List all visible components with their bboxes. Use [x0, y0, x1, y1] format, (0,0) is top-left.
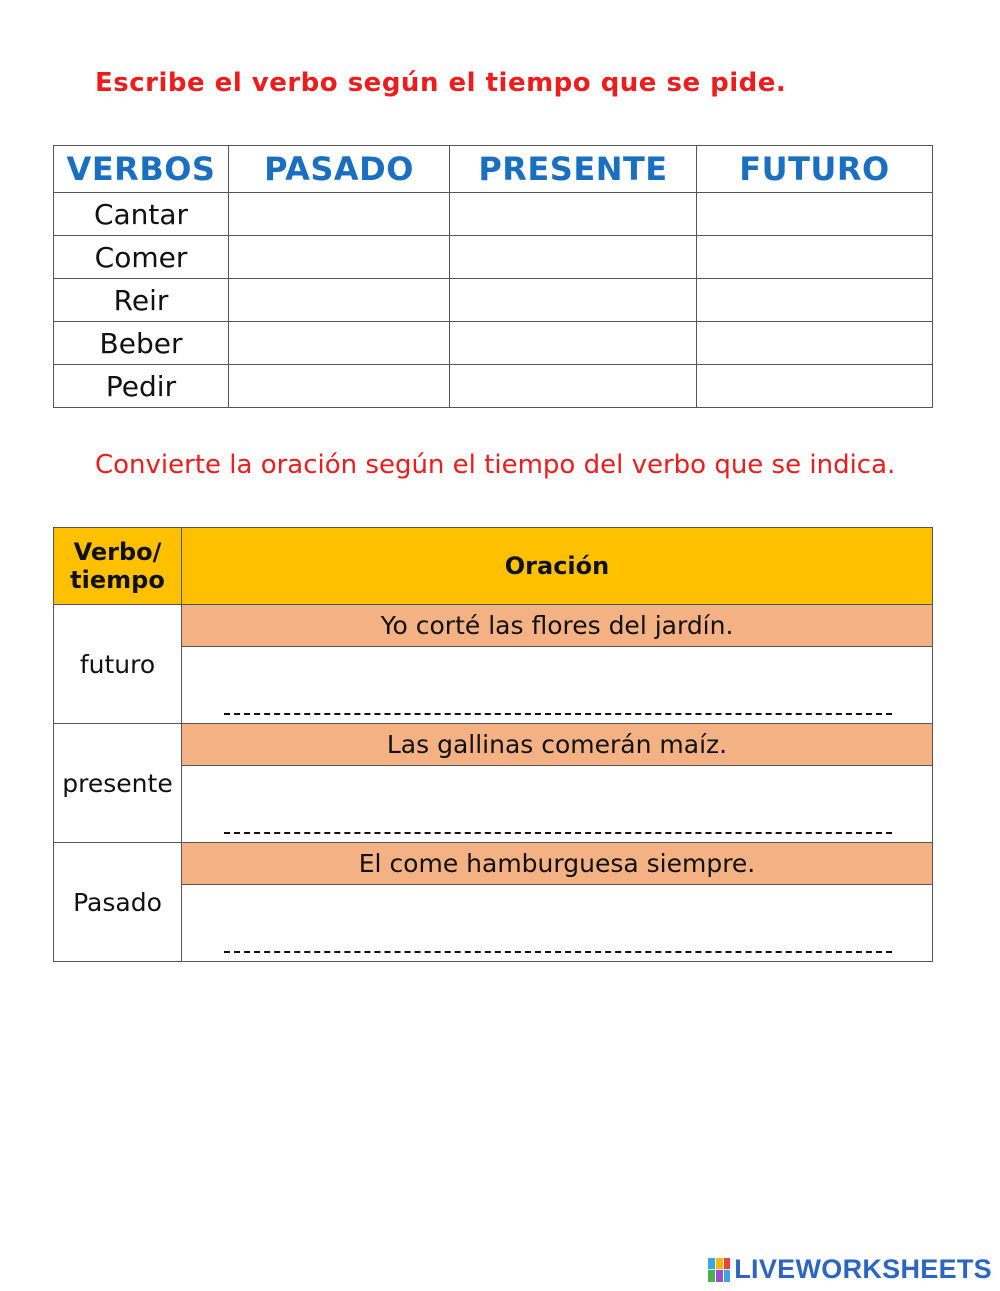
pasado-cell [229, 193, 450, 236]
pasado-cell [229, 365, 450, 408]
header-oracion: Oración [182, 528, 933, 605]
presente-input[interactable] [450, 279, 696, 321]
futuro-cell [697, 322, 933, 365]
table-header-row [54, 528, 933, 605]
answer-cell [182, 885, 933, 962]
pasado-input[interactable] [229, 365, 449, 407]
pasado-input[interactable] [229, 193, 449, 235]
instruction-convert-sentence: Convierte la oración según el tiempo del verbo que se indica. [95, 450, 896, 480]
pasado-cell [229, 322, 450, 365]
presente-input[interactable] [450, 193, 696, 235]
futuro-cell [697, 279, 933, 322]
sentence-cell: El come hamburguesa siempre. [182, 843, 933, 885]
answer-line [224, 832, 892, 834]
table-row [54, 365, 933, 408]
instruction-verb-tense: Escribe el verbo según el tiempo que se pide. [95, 68, 787, 98]
presente-input[interactable] [450, 322, 696, 364]
header-pasado: PASADO [229, 146, 450, 193]
futuro-cell [697, 236, 933, 279]
presente-cell [450, 365, 697, 408]
answer-input[interactable] [222, 657, 892, 703]
verb-cell: Reir [54, 279, 229, 322]
answer-row [54, 766, 933, 843]
header-futuro: FUTURO [697, 146, 933, 193]
verb-cell: Beber [54, 322, 229, 365]
verb-cell: Comer [54, 236, 229, 279]
futuro-input[interactable] [697, 279, 932, 321]
pasado-input[interactable] [229, 279, 449, 321]
table-row [54, 605, 933, 647]
liveworksheets-logo [708, 1254, 992, 1285]
futuro-input[interactable] [697, 236, 932, 278]
futuro-cell [697, 193, 933, 236]
table-header-row [54, 146, 933, 193]
futuro-cell [697, 365, 933, 408]
presente-cell [450, 236, 697, 279]
futuro-input[interactable] [697, 365, 932, 407]
presente-input[interactable] [450, 365, 696, 407]
answer-input[interactable] [222, 776, 892, 822]
header-presente: PRESENTE [450, 146, 697, 193]
presente-cell [450, 322, 697, 365]
verb-conjugation-table [53, 145, 933, 408]
tense-cell: presente [54, 724, 182, 843]
pasado-input[interactable] [229, 236, 449, 278]
table-row [54, 843, 933, 885]
tense-cell: Pasado [54, 843, 182, 962]
table-row [54, 193, 933, 236]
pasado-cell [229, 236, 450, 279]
presente-input[interactable] [450, 236, 696, 278]
futuro-input[interactable] [697, 322, 932, 364]
answer-line [224, 713, 892, 715]
verb-cell: Cantar [54, 193, 229, 236]
header-verbo-tiempo: Verbo/ tiempo [54, 528, 182, 605]
presente-cell [450, 193, 697, 236]
sentence-conversion-table [53, 527, 933, 962]
table-row [54, 236, 933, 279]
logo-icon [708, 1258, 730, 1282]
table-row [54, 724, 933, 766]
sentence-cell: Yo corté las flores del jardín. [182, 605, 933, 647]
answer-input[interactable] [222, 895, 892, 941]
sentence-cell: Las gallinas comerán maíz. [182, 724, 933, 766]
pasado-input[interactable] [229, 322, 449, 364]
presente-cell [450, 279, 697, 322]
table-row [54, 322, 933, 365]
answer-row [54, 647, 933, 724]
answer-row [54, 885, 933, 962]
header-verbos: VERBOS [54, 146, 229, 193]
logo-text: LIVEWORKSHEETS [734, 1254, 992, 1284]
pasado-cell [229, 279, 450, 322]
table-row [54, 279, 933, 322]
verb-cell: Pedir [54, 365, 229, 408]
futuro-input[interactable] [697, 193, 932, 235]
answer-line [224, 951, 892, 953]
tense-cell: futuro [54, 605, 182, 724]
answer-cell [182, 647, 933, 724]
answer-cell [182, 766, 933, 843]
